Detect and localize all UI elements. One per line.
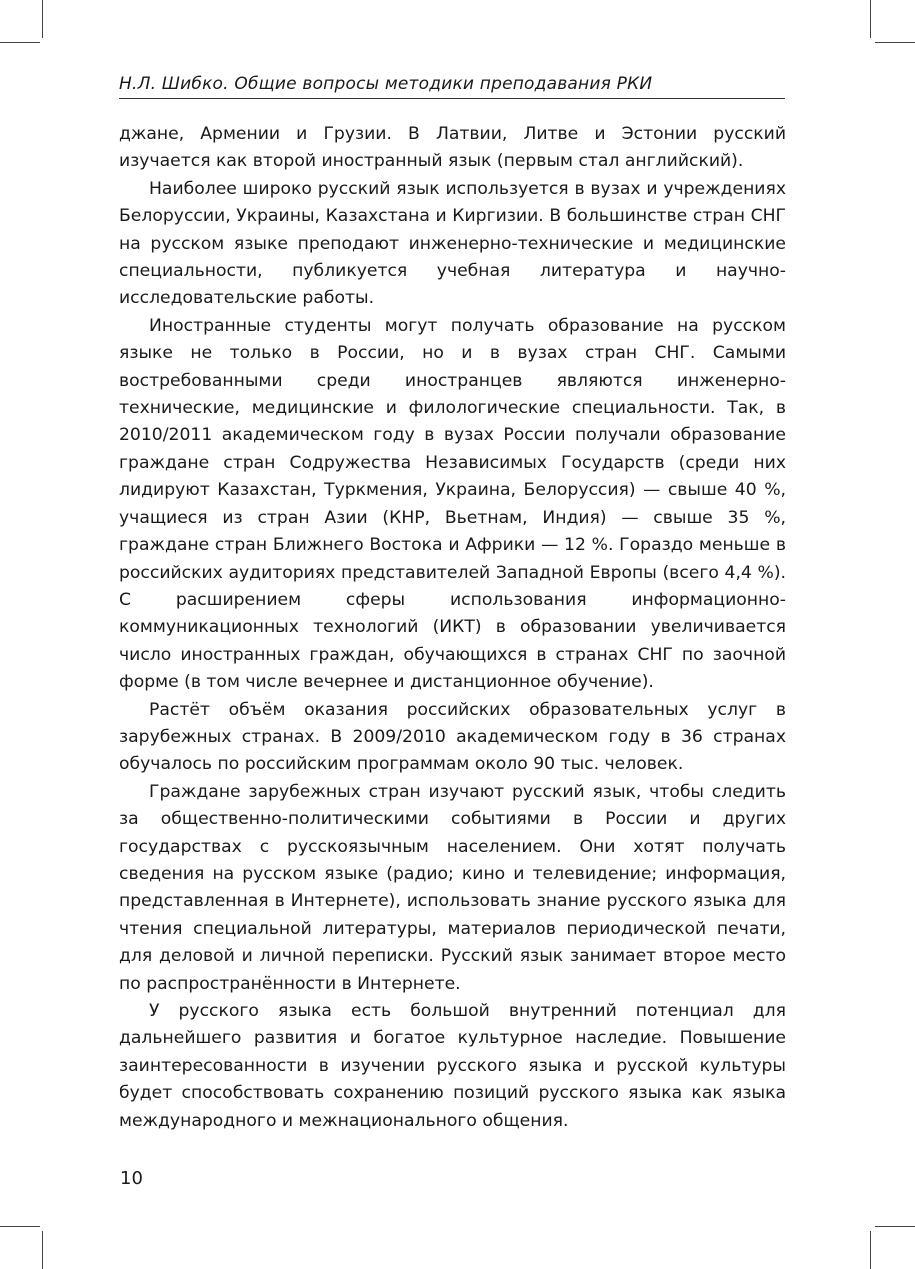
crop-mark bbox=[870, 1231, 871, 1269]
crop-mark bbox=[0, 42, 40, 43]
body-text bbox=[119, 121, 786, 1135]
crop-mark bbox=[42, 1231, 43, 1269]
paragraph: джане, Армении и Грузии. В Латвии, Литве и Эстонии русский изучается как второй иностранный язык (первым стал английский). bbox=[119, 124, 786, 172]
crop-mark bbox=[875, 42, 915, 43]
crop-mark bbox=[875, 1226, 915, 1227]
paragraph: Иностранные студенты могут получать образование на русском языке не только в России, но и в вузах стран СНГ. Самыми востребованными среди иностранцев являются инженерно-технические, медицинские и филологические специальности. Так, в 2010/2011 академическом году в вузах России получали образование граждане стран Содружества Независимых Государств (среди них лидируют Казахстан, Туркмения, Украина, Белоруссия) — свыше 40 %, учащиеся из стран Азии (КНР, Вьетнам, Индия) — свыше 35 %, граждане стран Ближнего Востока и Африки — 12 %. Гораздо меньше в российских аудиториях представителей Западной Европы (всего 4,4 %). С расширением сферы использования информационно-коммуникационных технологий (ИКТ) в образовании увеличивается число иностранных граждан, обучающихся в странах СНГ по заочной форме (в том числе вечернее и дистанционное обучение). bbox=[119, 315, 786, 693]
paragraph: У русского языка есть большой внутренний потенциал для дальнейшего развития и богатое культурное наследие. Повышение заинтересованности в изучении русского языка и русской культуры будет способствовать сохранению позиций русского языка как языка международного и межнационального общения. bbox=[119, 1001, 786, 1131]
page-number: 10 bbox=[120, 1168, 143, 1189]
crop-mark bbox=[0, 1226, 40, 1227]
running-head: Н.Л. Шибко. Общие вопросы методики преподавания РКИ bbox=[119, 74, 653, 94]
paragraph: Растёт объём оказания российских образовательных услуг в зарубежных странах. В 2009/2010 академическом году в 36 странах обучалось по российским программам около 90 тыс. человек. bbox=[119, 699, 786, 775]
crop-mark bbox=[870, 0, 871, 38]
crop-mark bbox=[42, 0, 43, 38]
header-rule bbox=[119, 98, 785, 99]
paragraph: Граждане зарубежных стран изучают русский язык, чтобы следить за общественно-политическими событиями в России и других государствах с русскоязычным населением. Они хотят получать сведения на русском языке (радио; кино и телевидение; информация, представленная в Интернете), использовать знание русского языка для чтения специальной литературы, материалов периодической печати, для деловой и личной переписки. Русский язык занимает второе место по распространённости в Интернете. bbox=[119, 781, 786, 994]
paragraph: Наиболее широко русский язык используется в вузах и учреждениях Белоруссии, Украины, Казахстана и Киргизии. В большинстве стран СНГ на русском языке преподают инженерно-технические и медицинские специальности, публикуется учебная литература и научно-исследовательские работы. bbox=[119, 178, 786, 309]
